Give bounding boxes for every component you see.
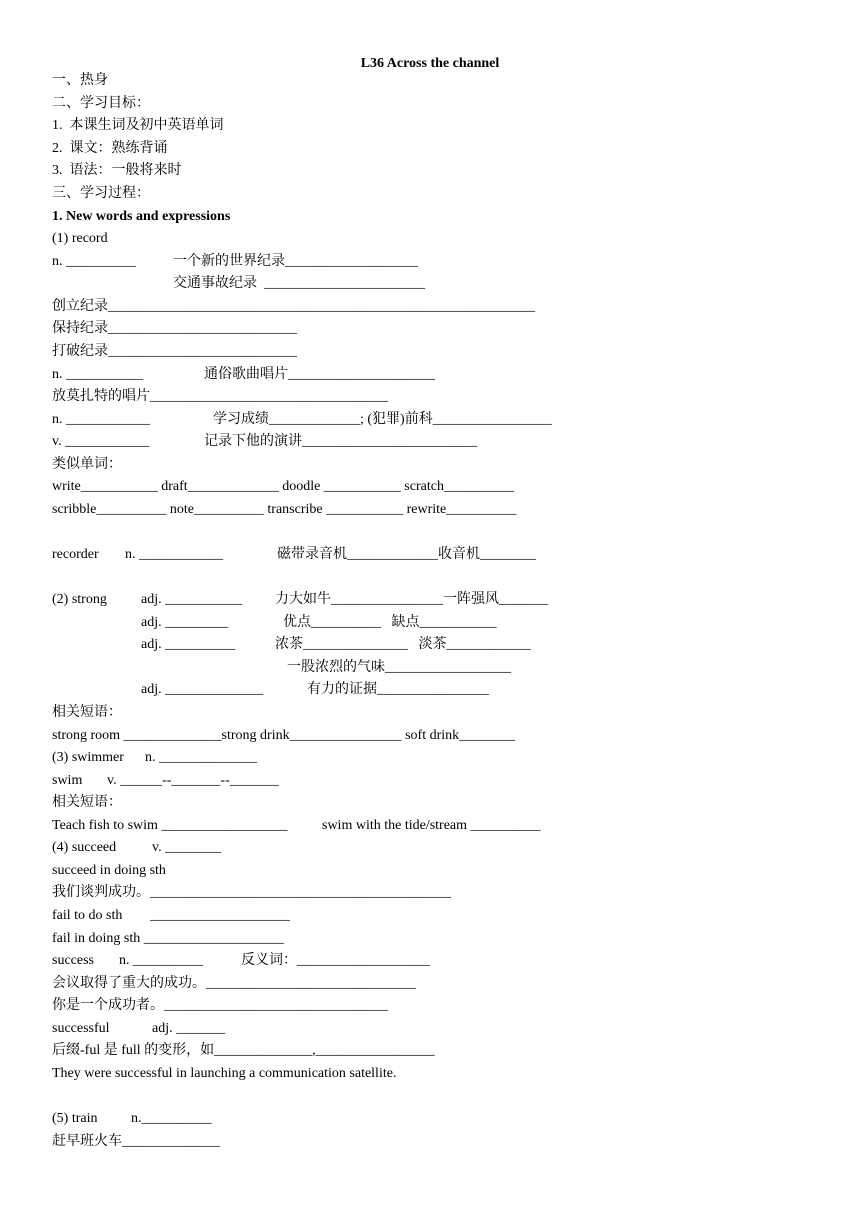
worksheet-line: 学习成绩_____________; (犯罪)前科_________________	[213, 412, 552, 427]
worksheet-line: succeed in doing sth	[52, 863, 166, 878]
worksheet-line: n. ______________	[145, 750, 257, 765]
worksheet-line: 交通事故纪录 _______________________	[173, 276, 425, 291]
worksheet-line: successful	[52, 1021, 110, 1036]
worksheet-line: fail to do sth	[52, 908, 123, 923]
worksheet-line: 相关短语：	[52, 705, 122, 720]
worksheet-line: (2) strong	[52, 592, 107, 607]
worksheet-line: swim with the tide/stream __________	[322, 818, 541, 833]
worksheet-line: adj. _________	[141, 615, 229, 630]
worksheet-line: 3. 语法：一般将来时	[52, 163, 182, 178]
worksheet-line: 二、学习目标：	[52, 96, 150, 111]
worksheet-line: fail in doing sth ____________________	[52, 931, 284, 946]
worksheet-line: n. ____________	[125, 547, 223, 562]
worksheet-line: (5) train	[52, 1111, 98, 1126]
worksheet-line: adj. ______________	[141, 682, 264, 697]
worksheet-line: 优点__________ 缺点___________	[283, 615, 497, 630]
worksheet-line: swim	[52, 773, 83, 788]
worksheet-line: write___________ draft_____________ doodle ___________ scratch__________	[52, 479, 514, 494]
worksheet-line: 类似单词：	[52, 457, 122, 472]
worksheet-line: 记录下他的演讲_________________________	[204, 434, 477, 449]
worksheet-line: 三、学习过程：	[52, 186, 150, 201]
worksheet-line: 相关短语：	[52, 795, 122, 810]
worksheet-line: 1. 本课生词及初中英语单词	[52, 118, 224, 133]
worksheet-line: v. ________	[152, 840, 222, 855]
page-title: L36 Across the channel	[360, 56, 500, 71]
worksheet-line: 保持纪录___________________________	[52, 321, 297, 336]
worksheet-line: 一、热身	[52, 73, 108, 88]
worksheet-line: 磁带录音机_____________收音机________	[277, 547, 536, 562]
worksheet-line: ____________________	[150, 908, 290, 923]
worksheet-line: They were successful in launching a communication satellite.	[52, 1066, 397, 1081]
worksheet-line: Teach fish to swim __________________	[52, 818, 288, 833]
worksheet-line: (3) swimmer	[52, 750, 124, 765]
worksheet-line: 放莫扎特的唱片__________________________________	[52, 389, 388, 404]
worksheet-line: adj. ___________	[141, 592, 243, 607]
worksheet-line: adj. __________	[141, 637, 236, 652]
worksheet-line: adj. _______	[152, 1021, 226, 1036]
worksheet-line: n. ____________	[52, 412, 150, 427]
worksheet-line: 1. New words and expressions	[52, 209, 231, 224]
worksheet-line: 后缀-ful 是 full 的变形，如______________,_________________	[52, 1043, 435, 1058]
worksheet-line: strong room ______________strong drink________________ soft drink________	[52, 728, 516, 743]
worksheet-line: 你是一个成功者。________________________________	[52, 998, 388, 1013]
worksheet-line: (1) record	[52, 231, 108, 246]
worksheet-line: 打破纪录___________________________	[52, 344, 297, 359]
worksheet-line: success	[52, 953, 94, 968]
worksheet-line: 有力的证据________________	[307, 682, 489, 697]
worksheet-line: 我们谈判成功。___________________________________________	[52, 885, 451, 900]
worksheet-line: 反义词：___________________	[241, 953, 430, 968]
worksheet-line: 浓茶_______________ 淡茶____________	[275, 637, 531, 652]
worksheet-line: (4) succeed	[52, 840, 117, 855]
worksheet-line: 一股浓烈的气味__________________	[287, 660, 511, 675]
worksheet-line: n. __________	[119, 953, 203, 968]
worksheet-line: 会议取得了重大的成功。______________________________	[52, 976, 416, 991]
worksheet-line: 通俗歌曲唱片_____________________	[204, 367, 435, 382]
worksheet-line: v. ____________	[52, 434, 150, 449]
worksheet-line: v. ______--_______--_______	[107, 773, 279, 788]
worksheet-line: recorder	[52, 547, 99, 562]
worksheet-line: 创立纪录_____________________________________________________________	[52, 299, 535, 314]
worksheet-line: 一个新的世界纪录___________________	[173, 254, 418, 269]
worksheet-line: n.__________	[131, 1111, 212, 1126]
worksheet-line: 2. 课文：熟练背诵	[52, 141, 168, 156]
worksheet-line: 赶早班火车______________	[52, 1134, 220, 1149]
worksheet-line: scribble__________ note__________ transcribe ___________ rewrite__________	[52, 502, 517, 517]
worksheet-line: n. __________	[52, 254, 136, 269]
worksheet-line: 力大如牛________________一阵强风_______	[275, 592, 548, 607]
worksheet-line: n. ___________	[52, 367, 143, 382]
